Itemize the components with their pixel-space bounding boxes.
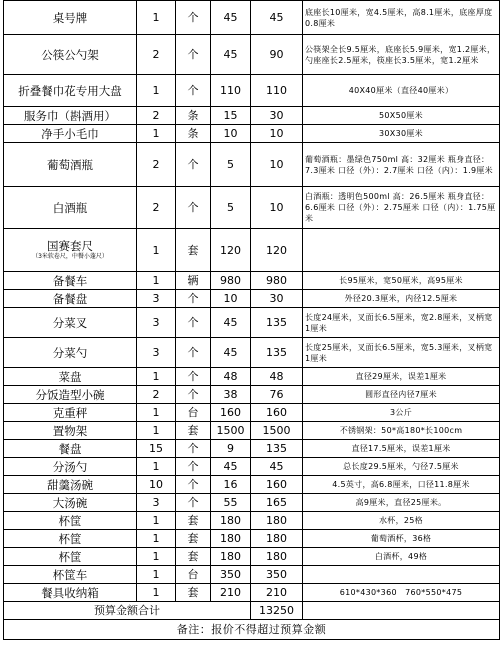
item-name-cell bbox=[4, 512, 137, 530]
item-name-cell bbox=[4, 107, 137, 125]
unit-cell: 条 bbox=[176, 107, 211, 125]
unit-cell: 台 bbox=[176, 566, 211, 584]
spec-cell: 50X50厘米 bbox=[303, 107, 500, 125]
spec-cell: 外径20.3厘米，内径12.5厘米 bbox=[303, 290, 500, 308]
item-name-cell bbox=[4, 272, 137, 290]
amount-cell: 90 bbox=[251, 35, 303, 75]
spec-cell: 3公斤 bbox=[303, 404, 500, 422]
quantity-cell: 2 bbox=[137, 187, 176, 229]
unit-price-cell: 45 bbox=[211, 35, 251, 75]
item-name-cell bbox=[4, 143, 137, 187]
quantity-cell: 10 bbox=[137, 476, 176, 494]
budget-note: 备注：报价不得超过预算金额 bbox=[4, 620, 500, 640]
amount-cell: 110 bbox=[251, 75, 303, 107]
table-row bbox=[4, 107, 500, 125]
amount-cell: 76 bbox=[251, 386, 303, 404]
quantity-cell: 1 bbox=[137, 368, 176, 386]
item-name: 服务巾（斟酒用） bbox=[24, 108, 116, 123]
amount-cell: 160 bbox=[251, 476, 303, 494]
spec-cell: 水杯，25格 bbox=[303, 512, 500, 530]
quantity-cell: 3 bbox=[137, 338, 176, 368]
table-row bbox=[4, 35, 500, 75]
quantity-cell: 15 bbox=[137, 440, 176, 458]
spec-cell: 高9厘米，直径25厘米。 bbox=[303, 494, 500, 512]
spec-cell: 4.5英寸，高6.8厘米，口径11.8厘米 bbox=[303, 476, 500, 494]
budget-table bbox=[3, 0, 500, 640]
unit-price-cell: 38 bbox=[211, 386, 251, 404]
spec-cell: 610*430*360 760*550*475 bbox=[303, 584, 500, 602]
table-row bbox=[4, 290, 500, 308]
quantity-cell: 1 bbox=[137, 229, 176, 272]
unit-cell: 套 bbox=[176, 530, 211, 548]
spec-cell: 底座长10厘米，宽4.5厘米，高8.1厘米，底座厚度0.8厘米 bbox=[303, 1, 500, 35]
item-name-cell bbox=[4, 566, 137, 584]
spec-cell: 长度25厘米，叉面长6.5厘米，宽5.3厘米，叉柄宽1厘米 bbox=[303, 338, 500, 368]
item-name-cell bbox=[4, 1, 137, 35]
item-name-cell bbox=[4, 494, 137, 512]
amount-cell: 45 bbox=[251, 458, 303, 476]
quantity-cell: 3 bbox=[137, 308, 176, 338]
table-row bbox=[4, 187, 500, 229]
item-name-cell bbox=[4, 584, 137, 602]
note-row bbox=[4, 620, 500, 640]
quantity-cell: 1 bbox=[137, 584, 176, 602]
spec-cell: 30X30厘米 bbox=[303, 125, 500, 143]
spec-cell: 总长度29.5厘米，勺径7.5厘米 bbox=[303, 458, 500, 476]
unit-price-cell: 9 bbox=[211, 440, 251, 458]
item-name: 克重秤 bbox=[52, 405, 88, 420]
item-name-note: （3米软卷尺，中餐小蓬尺） bbox=[32, 253, 108, 260]
amount-cell: 210 bbox=[251, 584, 303, 602]
item-name: 餐具收纳箱 bbox=[41, 585, 99, 600]
item-name: 餐盘 bbox=[58, 441, 82, 456]
unit-price-cell: 110 bbox=[211, 75, 251, 107]
unit-price-cell: 16 bbox=[211, 476, 251, 494]
item-name: 折叠餐巾花专用大盘 bbox=[18, 83, 122, 98]
table-row bbox=[4, 584, 500, 602]
unit-cell: 套 bbox=[176, 548, 211, 566]
table-row bbox=[4, 458, 500, 476]
unit-cell: 个 bbox=[176, 1, 211, 35]
unit-cell: 个 bbox=[176, 143, 211, 187]
spec-cell: 葡萄酒杯，36格 bbox=[303, 530, 500, 548]
item-name-cell bbox=[4, 290, 137, 308]
item-name: 杯筐 bbox=[58, 549, 82, 564]
spec-cell: 40X40厘米（直径40厘米） bbox=[303, 75, 500, 107]
unit-price-cell: 180 bbox=[211, 512, 251, 530]
table-row bbox=[4, 368, 500, 386]
item-name-cell bbox=[4, 338, 137, 368]
quantity-cell: 2 bbox=[137, 143, 176, 187]
unit-price-cell: 5 bbox=[211, 187, 251, 229]
budget-table-body bbox=[4, 1, 500, 640]
item-name: 葡萄酒瓶 bbox=[47, 157, 93, 172]
unit-cell: 条 bbox=[176, 125, 211, 143]
table-row bbox=[4, 494, 500, 512]
amount-cell: 48 bbox=[251, 368, 303, 386]
item-name: 分菜叉 bbox=[52, 315, 88, 330]
amount-cell: 10 bbox=[251, 125, 303, 143]
item-name-cell bbox=[4, 187, 137, 229]
unit-price-cell: 980 bbox=[211, 272, 251, 290]
total-spec-cell bbox=[303, 602, 500, 620]
spec-cell: 不锈钢架：50*高180*长100cm bbox=[303, 422, 500, 440]
unit-price-cell: 160 bbox=[211, 404, 251, 422]
unit-cell: 个 bbox=[176, 386, 211, 404]
unit-cell: 个 bbox=[176, 494, 211, 512]
unit-price-cell: 1500 bbox=[211, 422, 251, 440]
table-row bbox=[4, 338, 500, 368]
unit-price-cell: 45 bbox=[211, 338, 251, 368]
spec-cell: 圆形直径内径7厘米 bbox=[303, 386, 500, 404]
table-row bbox=[4, 404, 500, 422]
item-name: 净手小毛巾 bbox=[41, 126, 99, 141]
item-name-cell bbox=[4, 308, 137, 338]
unit-cell: 个 bbox=[176, 187, 211, 229]
item-name: 桌号牌 bbox=[52, 10, 88, 25]
amount-cell: 350 bbox=[251, 566, 303, 584]
item-name: 杯筐 bbox=[58, 531, 82, 546]
amount-cell: 180 bbox=[251, 512, 303, 530]
total-row bbox=[4, 602, 500, 620]
unit-cell: 个 bbox=[176, 35, 211, 75]
table-row bbox=[4, 548, 500, 566]
unit-cell: 套 bbox=[176, 422, 211, 440]
item-name: 白酒瓶 bbox=[52, 200, 88, 215]
quantity-cell: 2 bbox=[137, 35, 176, 75]
unit-price-cell: 210 bbox=[211, 584, 251, 602]
table-row bbox=[4, 308, 500, 338]
unit-cell: 个 bbox=[176, 440, 211, 458]
item-name: 分饭造型小碗 bbox=[35, 387, 105, 402]
quantity-cell: 1 bbox=[137, 458, 176, 476]
spec-cell bbox=[303, 229, 500, 272]
spec-cell: 长95厘米，宽50厘米，高95厘米 bbox=[303, 272, 500, 290]
item-name: 大汤碗 bbox=[52, 495, 88, 510]
unit-price-cell: 55 bbox=[211, 494, 251, 512]
quantity-cell: 1 bbox=[137, 404, 176, 422]
item-name: 备餐车 bbox=[52, 273, 88, 288]
unit-cell: 个 bbox=[176, 308, 211, 338]
unit-price-cell: 120 bbox=[211, 229, 251, 272]
spec-cell: 直径29厘米，误差1厘米 bbox=[303, 368, 500, 386]
amount-cell: 980 bbox=[251, 272, 303, 290]
spec-cell: 白酒瓶：透明色500ml 高：26.5厘米 瓶身直径：6.6厘米 口径（外）：2.75厘米 口径（内）：1.75厘米 bbox=[303, 187, 500, 229]
amount-cell: 135 bbox=[251, 308, 303, 338]
item-name-cell bbox=[4, 368, 137, 386]
amount-cell: 30 bbox=[251, 107, 303, 125]
unit-price-cell: 45 bbox=[211, 458, 251, 476]
quantity-cell: 1 bbox=[137, 125, 176, 143]
item-name-cell bbox=[4, 422, 137, 440]
table-row bbox=[4, 512, 500, 530]
quantity-cell: 1 bbox=[137, 566, 176, 584]
unit-price-cell: 10 bbox=[211, 290, 251, 308]
table-row bbox=[4, 75, 500, 107]
amount-cell: 120 bbox=[251, 229, 303, 272]
unit-cell: 个 bbox=[176, 476, 211, 494]
quantity-cell: 1 bbox=[137, 530, 176, 548]
item-name: 杯筐车 bbox=[52, 567, 88, 582]
quantity-cell: 2 bbox=[137, 386, 176, 404]
item-name: 置物架 bbox=[52, 423, 88, 438]
amount-cell: 10 bbox=[251, 143, 303, 187]
total-amount: 13250 bbox=[251, 602, 303, 620]
unit-cell: 套 bbox=[176, 584, 211, 602]
unit-cell: 个 bbox=[176, 290, 211, 308]
spec-cell: 长度24厘米，叉面长6.5厘米，宽2.8厘米，叉柄宽1厘米 bbox=[303, 308, 500, 338]
amount-cell: 160 bbox=[251, 404, 303, 422]
unit-price-cell: 45 bbox=[211, 1, 251, 35]
table-row bbox=[4, 476, 500, 494]
table-row bbox=[4, 386, 500, 404]
item-name-cell bbox=[4, 75, 137, 107]
spec-cell: 公筷架全长9.5厘米，底座长5.9厘米，宽1.2厘米，勺座座长2.5厘米，筷座长3.5厘米，宽1.2厘米 bbox=[303, 35, 500, 75]
unit-price-cell: 350 bbox=[211, 566, 251, 584]
item-name-cell bbox=[4, 476, 137, 494]
item-name-cell bbox=[4, 386, 137, 404]
unit-price-cell: 15 bbox=[211, 107, 251, 125]
unit-price-cell: 48 bbox=[211, 368, 251, 386]
unit-cell: 个 bbox=[176, 75, 211, 107]
unit-cell: 个 bbox=[176, 458, 211, 476]
spec-cell: 直径17.5厘米，误差1厘米 bbox=[303, 440, 500, 458]
table-row bbox=[4, 566, 500, 584]
amount-cell: 45 bbox=[251, 1, 303, 35]
spec-cell: 葡萄酒瓶：墨绿色750ml 高：32厘米 瓶身直径：7.3厘米 口径（外）：2.7厘米 口径（内）：1.9厘米 bbox=[303, 143, 500, 187]
item-name: 分菜勺 bbox=[52, 345, 88, 360]
unit-cell: 台 bbox=[176, 404, 211, 422]
item-name: 分汤勺 bbox=[52, 459, 88, 474]
table-row bbox=[4, 272, 500, 290]
item-name-cell bbox=[4, 530, 137, 548]
item-name-cell bbox=[4, 548, 137, 566]
unit-cell: 个 bbox=[176, 368, 211, 386]
quantity-cell: 1 bbox=[137, 512, 176, 530]
unit-cell: 个 bbox=[176, 338, 211, 368]
quantity-cell: 3 bbox=[137, 290, 176, 308]
table-row bbox=[4, 422, 500, 440]
quantity-cell: 1 bbox=[137, 422, 176, 440]
quantity-cell: 1 bbox=[137, 1, 176, 35]
amount-cell: 1500 bbox=[251, 422, 303, 440]
table-row bbox=[4, 125, 500, 143]
quantity-cell: 1 bbox=[137, 75, 176, 107]
unit-price-cell: 10 bbox=[211, 125, 251, 143]
table-row bbox=[4, 530, 500, 548]
item-name-cell bbox=[4, 125, 137, 143]
spec-cell bbox=[303, 566, 500, 584]
quantity-cell: 2 bbox=[137, 107, 176, 125]
unit-cell: 套 bbox=[176, 512, 211, 530]
unit-price-cell: 180 bbox=[211, 548, 251, 566]
item-name: 国赛套尺 bbox=[47, 239, 93, 253]
amount-cell: 10 bbox=[251, 187, 303, 229]
table-row bbox=[4, 1, 500, 35]
item-name-cell bbox=[4, 404, 137, 422]
amount-cell: 180 bbox=[251, 548, 303, 566]
amount-cell: 135 bbox=[251, 440, 303, 458]
item-name: 甜羹汤碗 bbox=[47, 477, 93, 492]
amount-cell: 135 bbox=[251, 338, 303, 368]
item-name-cell bbox=[4, 229, 137, 272]
unit-price-cell: 45 bbox=[211, 308, 251, 338]
item-name-cell bbox=[4, 458, 137, 476]
quantity-cell: 1 bbox=[137, 548, 176, 566]
unit-price-cell: 180 bbox=[211, 530, 251, 548]
item-name: 公筷公勺架 bbox=[41, 47, 99, 62]
item-name-cell bbox=[4, 35, 137, 75]
unit-cell: 辆 bbox=[176, 272, 211, 290]
quantity-cell: 1 bbox=[137, 272, 176, 290]
unit-price-cell: 5 bbox=[211, 143, 251, 187]
amount-cell: 165 bbox=[251, 494, 303, 512]
item-name: 杯筐 bbox=[58, 513, 82, 528]
quantity-cell: 3 bbox=[137, 494, 176, 512]
total-label: 预算金额合计 bbox=[4, 602, 251, 620]
table-row bbox=[4, 143, 500, 187]
amount-cell: 180 bbox=[251, 530, 303, 548]
table-row bbox=[4, 440, 500, 458]
unit-cell: 套 bbox=[176, 229, 211, 272]
item-name-cell bbox=[4, 440, 137, 458]
table-row bbox=[4, 229, 500, 272]
amount-cell: 30 bbox=[251, 290, 303, 308]
item-name: 菜盘 bbox=[58, 369, 82, 384]
spec-cell: 白酒杯，49格 bbox=[303, 548, 500, 566]
item-name: 备餐盘 bbox=[52, 291, 88, 306]
